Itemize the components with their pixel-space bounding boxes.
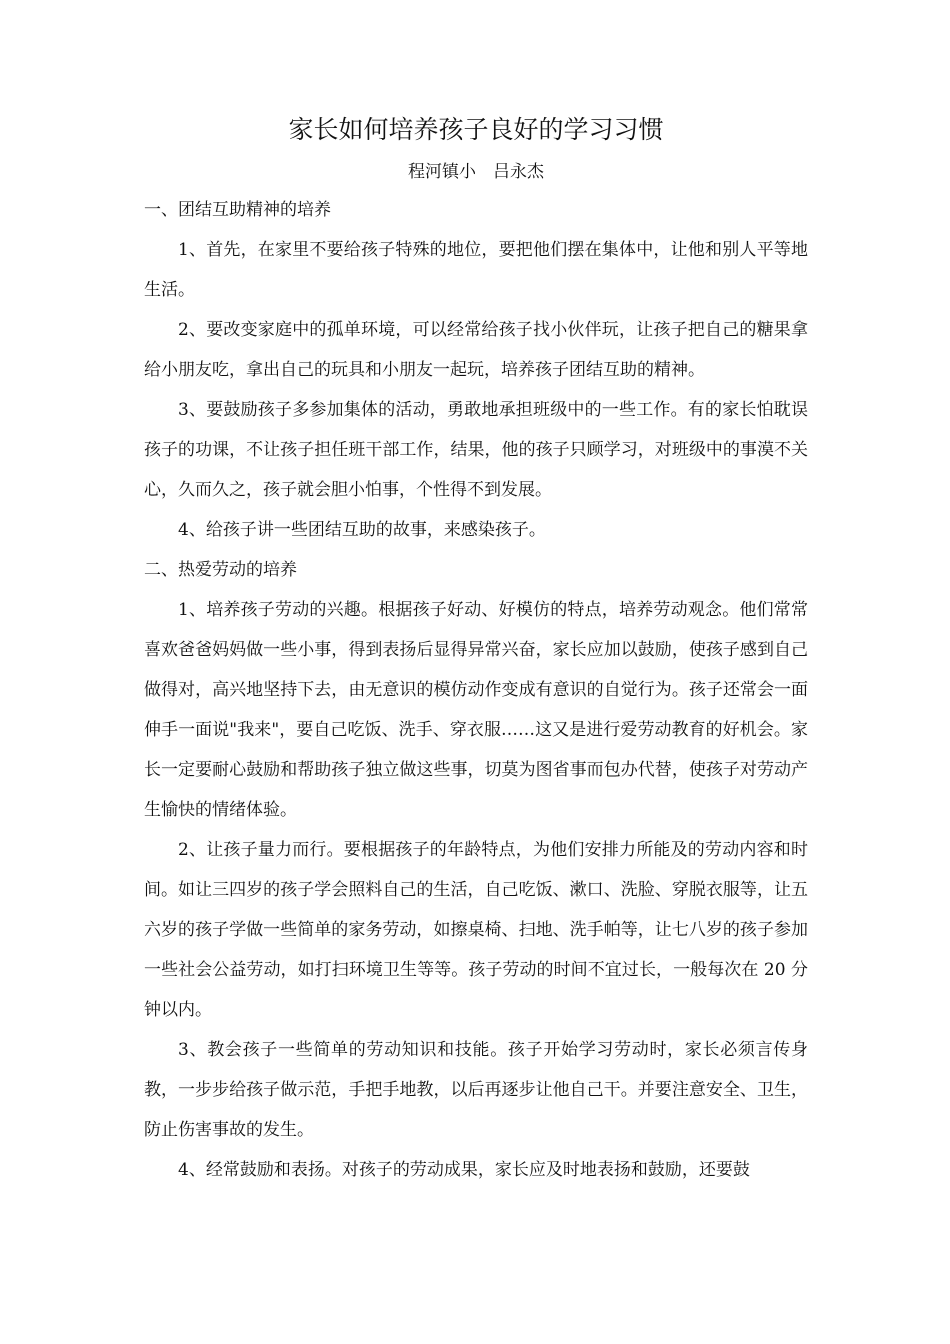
section-1 bbox=[144, 190, 808, 550]
paragraph: 1、首先，在家里不要给孩子特殊的地位，要把他们摆在集体中，让他和别人平等地生活。 bbox=[144, 240, 808, 300]
section-2 bbox=[144, 550, 808, 1190]
paragraph: 4、给孩子讲一些团结互助的故事，来感染孩子。 bbox=[178, 520, 546, 540]
paragraph: 1、培养孩子劳动的兴趣。根据孩子好动、好模仿的特点，培养劳动观念。他们常常喜欢爸爸妈妈做一些小事，得到表扬后显得异常兴奋，家长应加以鼓励，使孩子感到自己做得对，高兴地坚持下去，由无意识的模仿动作变成有意识的自觉行为。孩子还常会一面伸手一面说"我来"，要自己吃饭、洗手、穿衣服……这又是进行爱劳动教育的好机会。家长一定要耐心鼓励和帮助孩子独立做这些事，切莫为图省事而包办代替，使孩子对劳动产生愉快的情绪体验。 bbox=[144, 600, 808, 820]
document-title: 家长如何培养孩子良好的学习习惯 bbox=[288, 115, 664, 144]
document-page bbox=[144, 110, 808, 1190]
section-heading: 一、团结互助精神的培养 bbox=[144, 200, 331, 220]
paragraph: 3、要鼓励孩子多参加集体的活动，勇敢地承担班级中的一些工作。有的家长怕耽误孩子的功课，不让孩子担任班干部工作，结果，他的孩子只顾学习，对班级中的事漠不关心，久而久之，孩子就会胆小怕事，个性得不到发展。 bbox=[144, 400, 808, 500]
paragraph: 4、经常鼓励和表扬。对孩子的劳动成果，家长应及时地表扬和鼓励，还要鼓 bbox=[178, 1160, 750, 1180]
paragraph: 2、让孩子量力而行。要根据孩子的年龄特点，为他们安排力所能及的劳动内容和时间。如让三四岁的孩子学会照料自己的生活，自己吃饭、漱口、洗脸、穿脱衣服等，让五六岁的孩子学做一些简单的家务劳动，如擦桌椅、扫地、洗手帕等，让七八岁的孩子参加一些社会公益劳动，如打扫环境卫生等等。孩子劳动的时间不宜过长，一般每次在 20 分钟以内。 bbox=[144, 840, 808, 1020]
paragraph: 2、要改变家庭中的孤单环境，可以经常给孩子找小伙伴玩，让孩子把自己的糖果拿给小朋友吃，拿出自己的玩具和小朋友一起玩，培养孩子团结互助的精神。 bbox=[144, 320, 808, 380]
section-heading: 二、热爱劳动的培养 bbox=[144, 560, 297, 580]
document-author: 程河镇小 吕永杰 bbox=[408, 162, 544, 182]
paragraph: 3、教会孩子一些简单的劳动知识和技能。孩子开始学习劳动时，家长必须言传身教，一步步给孩子做示范，手把手地教，以后再逐步让他自己干。并要注意安全、卫生，防止伤害事故的发生。 bbox=[144, 1040, 808, 1140]
